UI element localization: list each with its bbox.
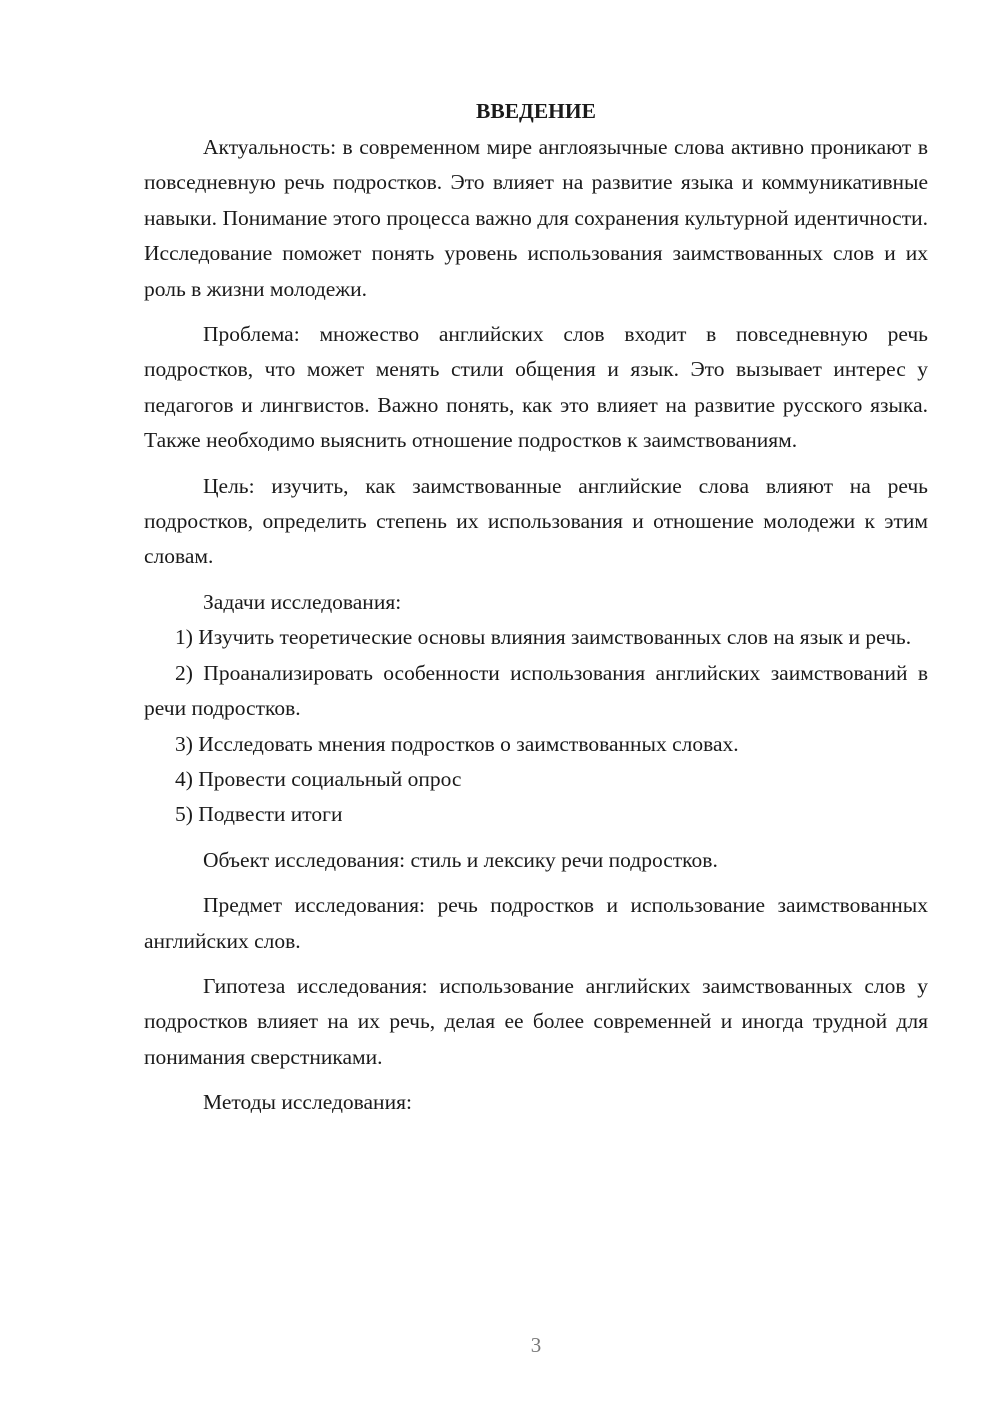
tasks-heading: Задачи исследования: — [203, 589, 402, 614]
task-item-5: 5) Подвести итоги — [175, 802, 343, 827]
paragraph-object: Объект исследования: стиль и лексику речи подростков. — [203, 847, 718, 872]
task-item-4: 4) Провести социальный опрос — [175, 766, 462, 791]
paragraph-relevance: Актуальность: в современном мире англоязычные слова активно проникают в повседневную речь подростков. Это влияет на развитие языка и коммуникативные навыки. Понимание этого процесса важно для сохранения культурной идентичности. Исследование поможет понять уровень использования заимствованных слов и их роль в жизни молодежи. — [144, 135, 928, 301]
task-item-3: 3) Исследовать мнения подростков о заимствованных словах. — [175, 731, 739, 756]
paragraph-goal: Цель: изучить, как заимствованные английские слова влияют на речь подростков, определить степень их использования и отношение молодежи к этим словам. — [144, 473, 928, 569]
methods-heading: Методы исследования: — [203, 1090, 412, 1115]
task-item-2: 2) Проанализировать особенности использования английских заимствований в речи подростков. — [144, 660, 928, 721]
paragraph-subject: Предмет исследования: речь подростков и использование заимствованных английских слов. — [144, 893, 928, 953]
paragraph-problem: Проблема: множество английских слов входит в повседневную речь подростков, что может менять стили общения и язык. Это вызывает интерес у педагогов и лингвистов. Важно понять, как это влияет на развитие русского языка. Также необходимо выяснить отношение подростков к заимствованиям. — [144, 322, 928, 453]
task-item-1: 1) Изучить теоретические основы влияния заимствованных слов на язык и речь. — [175, 625, 912, 650]
page-number: 3 — [530, 1333, 542, 1357]
section-title: ВВЕДЕНИЕ — [476, 99, 596, 123]
paragraph-hypothesis: Гипотеза исследования: использование английских заимствованных слов у подростков влияет на их речь, делая ее более современней и иногда трудной для понимания сверстниками. — [144, 973, 928, 1069]
document-page — [144, 92, 928, 1121]
